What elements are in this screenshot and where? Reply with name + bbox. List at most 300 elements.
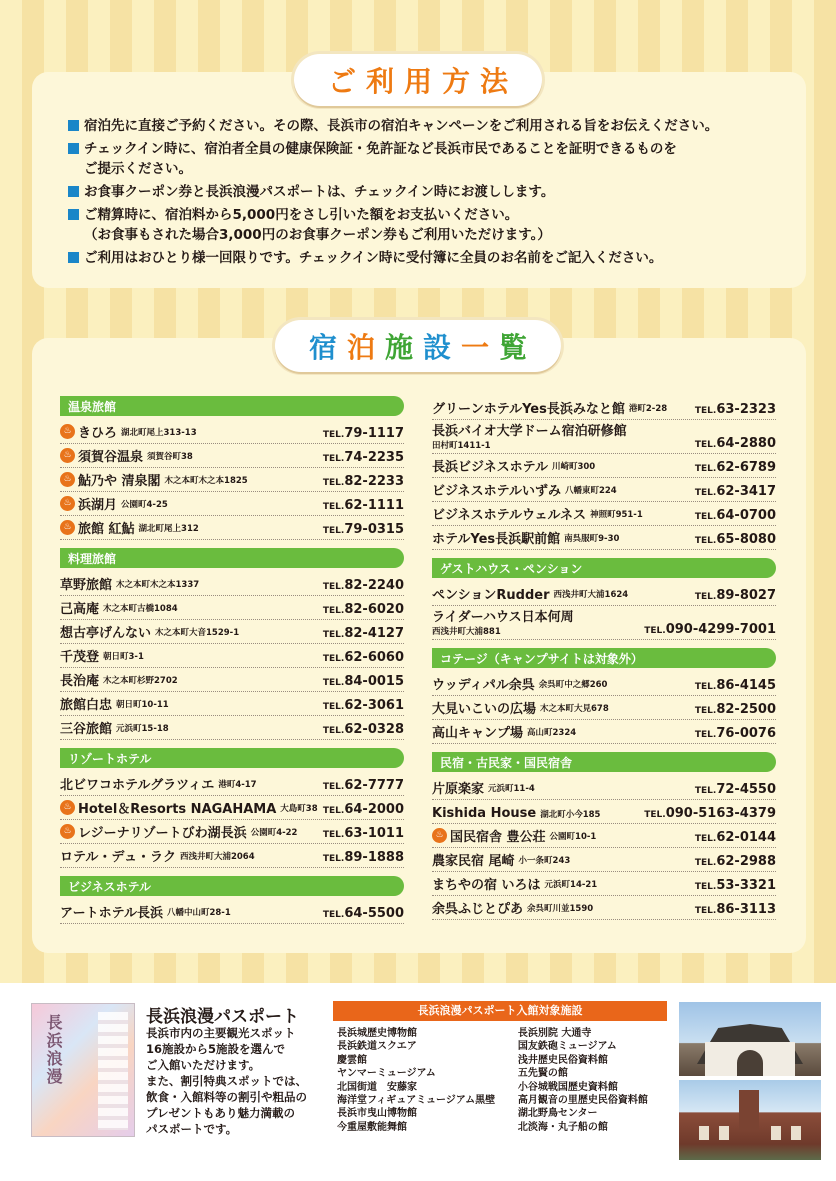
onsen-mark-icon: ♨: [60, 800, 75, 815]
tel-number: 82-6020: [344, 602, 404, 617]
tel-label: TEL.: [322, 654, 345, 664]
tel-number: 62-1111: [344, 498, 404, 513]
tel-number: 89-1888: [344, 850, 404, 865]
facility-name-text: きひろ: [78, 426, 118, 441]
tel-label: TEL.: [322, 502, 345, 512]
passport-facilities-box: [333, 1001, 667, 1134]
facility-tel: [323, 850, 404, 865]
facility-name: [432, 504, 643, 523]
facility-tel: [695, 702, 776, 717]
passport-facility: 小谷城戦国歴史資料館: [517, 1081, 618, 1093]
facility-name-text: 三谷旅館: [60, 722, 113, 737]
facility-name: [60, 822, 297, 841]
facility-address: 公園町10-1: [549, 831, 597, 842]
facility-name: [60, 574, 199, 593]
facility-name-text: Hotel＆Resorts NAGAHAMA: [78, 802, 277, 817]
facility-address: 元浜町11-4: [488, 783, 535, 794]
facility-address: 須賀谷町38: [147, 451, 193, 462]
usage-item-text: ご利用はおひとり様一回限りです。チェックイン時に受付簿に全員のお名前をご記入ください。: [84, 250, 663, 266]
passport-cover-pattern: [98, 1012, 128, 1130]
category-header: リゾートホテル: [60, 748, 404, 768]
facility-name: [432, 826, 596, 845]
facility-name-line: [60, 774, 257, 793]
facility-tel: [323, 626, 404, 641]
facility-name: [60, 646, 144, 665]
facility-name: [432, 528, 619, 547]
facility-address: 余呉町川並1590: [527, 903, 594, 914]
facility-name: [432, 722, 576, 741]
facility-name-text: ロテル・デュ・ラク: [60, 850, 176, 865]
tel-label: TEL.: [694, 730, 717, 740]
facility-title-char: 設: [423, 331, 462, 364]
tel-label: TEL.: [322, 526, 345, 536]
tel-number: 64-0700: [716, 508, 776, 523]
usage-item: [68, 182, 788, 202]
facility-name-text: 国民宿舎 豊公荘: [450, 830, 546, 845]
passport-facilities-left: [337, 1027, 518, 1134]
facility-row: [432, 720, 776, 744]
tel-label: TEL.: [694, 536, 717, 546]
facility-address: 港町2-28: [628, 403, 668, 414]
onsen-mark-icon: ♨: [60, 448, 75, 463]
facility-tel: [695, 588, 776, 603]
facility-name-text: 高山キャンプ場: [432, 726, 524, 741]
category-header: ゲストハウス・ペンション: [432, 558, 776, 578]
facility-name-line: [432, 778, 535, 797]
facility-name-line: [60, 446, 193, 465]
tel-number: 63-1011: [344, 826, 404, 841]
bullet-square-icon: [68, 186, 79, 197]
facility-address: 公園町4-22: [250, 827, 298, 838]
tel-label: TEL.: [322, 606, 345, 616]
passport-facility: 慶雲館: [337, 1054, 367, 1066]
tel-label: TEL.: [694, 512, 717, 522]
facility-row: [432, 420, 776, 454]
facility-name: [60, 494, 168, 513]
facility-name-text: ペンションRudder: [432, 588, 550, 603]
tel-number: 79-1117: [344, 426, 404, 441]
facility-panel: [32, 338, 806, 953]
facility-row: [432, 872, 776, 896]
facility-tel: [323, 522, 404, 537]
facility-address: 朝日町10-11: [116, 699, 169, 710]
tel-label: TEL.: [694, 906, 717, 916]
tel-number: 64-2880: [716, 436, 776, 451]
facility-tel: [695, 678, 776, 693]
bullet-square-icon: [68, 209, 79, 220]
onsen-mark-icon: ♨: [60, 472, 75, 487]
facility-tel: [695, 782, 776, 797]
facility-tel: [695, 902, 776, 917]
usage-item-text: ご精算時に、宿泊料から5,000円をさし引いた額をお支払いください。 （お食事もされた場合3,000円のお食事クーポン券もご利用いただけます。）: [84, 207, 551, 243]
facility-address: 木之本町古橋1084: [103, 603, 178, 614]
facility-name-line: [60, 574, 199, 593]
tel-number: 65-8080: [716, 532, 776, 547]
facility-name-text: ホテルYes長浜駅前館: [432, 532, 561, 547]
facility-address: 西浅井町大浦1624: [553, 589, 629, 600]
facility-name-text: ビジネスホテルウェルネス: [432, 508, 587, 523]
tel-label: TEL.: [644, 626, 666, 636]
facility-name: [60, 902, 231, 921]
facility-address: 小一条町243: [518, 855, 571, 866]
passport-facility: 長浜別院 大通寺: [517, 1028, 592, 1039]
tel-number: 86-4145: [716, 678, 776, 693]
tel-number: 64-5500: [344, 906, 404, 921]
facility-name-text: 鮎乃や 清泉閣: [78, 474, 161, 489]
usage-item-text: 宿泊先に直接ご予約ください。その際、長浜市の宿泊キャンペーンをご利用される旨をお伝えください。: [84, 118, 719, 134]
facility-tel: [323, 722, 404, 737]
tel-number: 090-5163-4379: [665, 806, 776, 821]
onsen-mark-icon: ♨: [432, 828, 447, 843]
passport-facility: 湖北野鳥センター: [517, 1108, 598, 1120]
facility-column-right: [432, 396, 776, 920]
tel-label: TEL.: [322, 678, 345, 688]
facility-name: [432, 850, 570, 869]
facility-row: [432, 776, 776, 800]
facility-tel: [695, 460, 776, 475]
facility-name-line: [432, 480, 617, 499]
facility-name-text: ライダーハウス日本何周: [432, 610, 574, 625]
facility-name-line: [432, 606, 574, 625]
facility-name-text: 想古亭げんない: [60, 626, 152, 641]
tel-label: TEL.: [322, 806, 345, 816]
facility-name-line: [432, 698, 609, 717]
passport-facility: 海洋堂フィギュアミュージアム黒壁: [337, 1095, 496, 1107]
facility-address: 高山町2324: [527, 727, 577, 738]
facility-address: 湖北町尾上313-13: [121, 427, 197, 438]
facility-row: [60, 692, 404, 716]
facility-name-line: [432, 826, 596, 845]
spacer: [60, 868, 404, 876]
facility-row: [60, 596, 404, 620]
facility-row: [432, 396, 776, 420]
tel-label: TEL.: [322, 430, 345, 440]
facility-name: [432, 480, 617, 499]
facility-tel: [323, 906, 404, 921]
facility-name-line: [60, 798, 318, 817]
facility-name-text: Kishida House: [432, 806, 537, 821]
facility-name-line: [60, 846, 255, 865]
tel-label: TEL.: [694, 440, 717, 450]
facility-name-text: グリーンホテルYes長浜みなと館: [432, 402, 625, 417]
facility-name: [432, 420, 627, 451]
category-header: ビジネスホテル: [60, 876, 404, 896]
facility-row: [60, 796, 404, 820]
tel-number: 62-3417: [716, 484, 776, 499]
facility-address: 南呉服町9-30: [564, 533, 620, 544]
facility-tel: [695, 878, 776, 893]
facility-row: [60, 620, 404, 644]
bullet-square-icon: [68, 120, 79, 131]
facility-name-text: アートホテル長浜: [60, 906, 163, 921]
facility-name-text: 長浜バイオ大学ドーム宿泊研修館: [432, 424, 627, 439]
facility-address: 大島町38: [280, 803, 318, 814]
facility-tel: [695, 830, 776, 845]
storehouse-photo: [679, 1002, 821, 1076]
facility-name-line: [60, 470, 248, 489]
facility-address: 朝日町3-1: [103, 651, 144, 662]
usage-item: [68, 205, 788, 245]
facility-name-text: 片原楽家: [432, 782, 485, 797]
facility-tel: [695, 532, 776, 547]
facility-title-char: 一: [461, 331, 500, 364]
facility-name-text: 長浜ビジネスホテル: [432, 460, 548, 475]
facility-name: [60, 670, 178, 689]
facility-tel: [695, 402, 776, 417]
facility-row: [60, 516, 404, 540]
facility-name: [60, 446, 193, 465]
spacer: [60, 540, 404, 548]
facility-tel: [695, 854, 776, 869]
facility-tel: [323, 474, 404, 489]
facility-tel: [323, 426, 404, 441]
facility-address: 木之本町大見678: [540, 703, 609, 714]
facility-tel: [323, 778, 404, 793]
facility-title-char: 施: [384, 331, 423, 364]
facility-tel: [323, 650, 404, 665]
facility-row: [432, 896, 776, 920]
facility-name-text: 余呉ふじとぴあ: [432, 902, 524, 917]
tel-number: 86-3113: [716, 902, 776, 917]
facility-row: [432, 824, 776, 848]
facility-tel: [323, 674, 404, 689]
onsen-mark-icon: ♨: [60, 520, 75, 535]
facility-name-line: [432, 528, 619, 547]
passport-facility: 五先賢の館: [517, 1068, 568, 1080]
facility-tel: [644, 806, 776, 821]
facility-address: 公園町4-25: [121, 499, 168, 510]
facility-row: [60, 716, 404, 740]
tel-number: 74-2235: [344, 450, 404, 465]
facility-name-text: 長治庵: [60, 674, 100, 689]
facility-name: [432, 398, 667, 417]
facility-name-text: 須賀谷温泉: [78, 450, 144, 465]
facility-title-char: 泊: [346, 331, 385, 364]
facility-name-line: [432, 898, 593, 917]
facility-column-left: [60, 396, 404, 924]
passport-facility: 国友鉄砲ミュージアム: [517, 1041, 617, 1053]
passport-facility: 今重屋敷能舞館: [337, 1121, 407, 1133]
category-header: 温泉旅館: [60, 396, 404, 416]
facility-name: [60, 798, 318, 817]
facility-tel: [323, 802, 404, 817]
passport-facility: 長浜城歴史博物館: [337, 1028, 417, 1039]
tel-label: TEL.: [694, 488, 717, 498]
passport-facility: 北国街道 安藤家: [337, 1081, 417, 1093]
facility-tel: [323, 826, 404, 841]
tel-number: 84-0015: [344, 674, 404, 689]
facility-title-char: 覧: [499, 331, 538, 364]
facility-name: [432, 698, 609, 717]
usage-item: [68, 116, 788, 136]
facility-name-text: ウッディパル余呉: [432, 678, 535, 693]
facility-row: [60, 444, 404, 468]
facility-row: [60, 644, 404, 668]
spacer: [432, 744, 776, 752]
facility-row: [60, 772, 404, 796]
facility-title-char: 宿: [308, 331, 347, 364]
brick-building-photo: [679, 1080, 821, 1160]
tel-label: TEL.: [322, 478, 345, 488]
facility-tel: [323, 578, 404, 593]
tel-number: 89-8027: [716, 588, 776, 603]
facility-name-line: [432, 850, 570, 869]
facility-address: 西浅井町大浦881: [432, 627, 501, 637]
tel-number: 62-0144: [716, 830, 776, 845]
facility-row: [432, 848, 776, 872]
facility-address: 木之本町木之本1825: [164, 475, 248, 486]
tel-number: 62-3061: [344, 698, 404, 713]
passport-facility: 浅井歴史民俗資料館: [517, 1054, 608, 1066]
tel-label: TEL.: [694, 882, 717, 892]
passport-facility: 高月観音の里歴史民俗資料館: [517, 1095, 648, 1107]
tel-number: 63-2323: [716, 402, 776, 417]
passport-description: 長浜市内の主要観光スポット 16施設から5施設を選んで ご入館いただけます。 また、割引特典スポットでは、 飲食・入館料等の割引や粗品の プレゼントもあり魅力満載の パスポートです。: [146, 1026, 307, 1136]
facility-address: 余呉町中之郷260: [538, 679, 608, 690]
facility-row: [60, 572, 404, 596]
facility-tel: [644, 622, 776, 637]
facility-name: [432, 674, 607, 693]
passport-facility: 北淡海・丸子船の館: [517, 1121, 608, 1133]
tel-number: 72-4550: [716, 782, 776, 797]
facility-address: 木之本町杉野2702: [103, 675, 178, 686]
category-header: 民宿・古民家・国民宿舎: [432, 752, 776, 772]
passport-facility: 長浜鉄道スクエア: [337, 1041, 417, 1053]
onsen-mark-icon: ♨: [60, 824, 75, 839]
facility-name-text: 己高庵: [60, 602, 100, 617]
facility-title: [275, 320, 561, 372]
facility-name: [432, 898, 593, 917]
facility-row: [60, 668, 404, 692]
spacer: [60, 740, 404, 748]
facility-tel: [323, 698, 404, 713]
tel-label: TEL.: [644, 810, 666, 820]
facility-tel: [323, 450, 404, 465]
tel-number: 76-0076: [716, 726, 776, 741]
facility-tel: [695, 508, 776, 523]
tel-label: TEL.: [694, 706, 717, 716]
facility-tel: [695, 726, 776, 741]
tel-label: TEL.: [322, 726, 345, 736]
onsen-mark-icon: ♨: [60, 424, 75, 439]
tel-label: TEL.: [694, 682, 717, 692]
tel-number: 62-2988: [716, 854, 776, 869]
facility-row: [432, 800, 776, 824]
facility-name-text: ビジネスホテルいずみ: [432, 484, 561, 499]
tel-label: TEL.: [694, 786, 717, 796]
facility-name-line: [432, 584, 628, 603]
usage-list: [68, 116, 788, 271]
facility-name-line: [432, 674, 607, 693]
tel-label: TEL.: [694, 406, 717, 416]
facility-name-line: [432, 806, 600, 821]
passport-title: 長浜浪漫パスポート: [146, 1007, 299, 1027]
bullet-square-icon: [68, 143, 79, 154]
facility-name-text: まちやの宿 いろは: [432, 878, 541, 893]
facility-name: [432, 456, 595, 475]
facility-name-line: [432, 504, 643, 523]
facility-row: [432, 502, 776, 526]
usage-item: [68, 139, 788, 179]
facility-row: [432, 454, 776, 478]
facility-address: 西浅井町大浦2064: [179, 851, 255, 862]
facility-row: [60, 844, 404, 868]
bullet-square-icon: [68, 252, 79, 263]
facility-address: 湖北町尾上312: [138, 523, 199, 534]
facility-tel: [695, 484, 776, 499]
category-header: 料理旅館: [60, 548, 404, 568]
usage-item-text: チェックイン時に、宿泊者全員の健康保険証・免許証など長浜市民であることを証明できるものを ご提示ください。: [84, 141, 677, 177]
passport-cover-text: 長浜浪漫: [44, 1014, 63, 1086]
facility-name-text: 草野旅館: [60, 578, 113, 593]
facility-address: 元浜町15-18: [116, 723, 169, 734]
facility-name: [60, 774, 257, 793]
facility-name-line: [60, 822, 297, 841]
facility-row: [432, 582, 776, 606]
facility-name-text: 千茂登: [60, 650, 100, 665]
facility-row: [60, 420, 404, 444]
tel-label: TEL.: [322, 630, 345, 640]
facility-row: [432, 672, 776, 696]
tel-number: 82-4127: [344, 626, 404, 641]
facility-address: 川崎町300: [551, 461, 596, 472]
tel-number: 79-0315: [344, 522, 404, 537]
facility-name: [60, 470, 248, 489]
spacer: [432, 640, 776, 648]
facility-name-line: [432, 874, 597, 893]
facility-row: [60, 468, 404, 492]
facility-address: 八幡東町224: [564, 485, 617, 496]
facility-name: [432, 606, 574, 637]
facility-row: [432, 606, 776, 640]
facility-address: 港町4-17: [218, 779, 257, 790]
passport-facility: 長浜市曳山博物館: [337, 1108, 417, 1120]
facility-name-line: [432, 398, 667, 417]
facility-row: [60, 900, 404, 924]
tel-label: TEL.: [322, 782, 345, 792]
tel-number: 62-6060: [344, 650, 404, 665]
facility-address: 木之本町木之本1337: [116, 579, 200, 590]
facility-name-line: [60, 598, 178, 617]
tel-number: 64-2000: [344, 802, 404, 817]
facility-address: 神照町951-1: [590, 509, 643, 520]
tel-label: TEL.: [694, 834, 717, 844]
facility-name-line: [432, 456, 595, 475]
tel-label: TEL.: [322, 854, 345, 864]
facility-name-text: 北ビワコホテルグラツィエ: [60, 778, 215, 793]
passport-cover-image: [31, 1003, 135, 1137]
facility-tel: [323, 498, 404, 513]
facility-row: [432, 696, 776, 720]
facility-name-text: 旅館 紅鮎: [78, 522, 135, 537]
tel-label: TEL.: [322, 582, 345, 592]
facility-name-text: 大見いこいの広場: [432, 702, 537, 717]
facility-name-text: 浜湖月: [78, 498, 118, 513]
facility-name: [432, 806, 600, 821]
facility-name-line: [60, 422, 197, 441]
facility-name-line: [60, 718, 169, 737]
tel-number: 53-3321: [716, 878, 776, 893]
facility-name-line: [432, 722, 576, 741]
facility-address: 湖北町小今185: [540, 809, 601, 820]
facility-tel: [323, 602, 404, 617]
facility-name: [432, 874, 597, 893]
facility-name: [60, 622, 239, 641]
tel-label: TEL.: [322, 910, 345, 920]
spacer: [432, 550, 776, 558]
tel-label: TEL.: [322, 702, 345, 712]
facility-name: [60, 718, 169, 737]
